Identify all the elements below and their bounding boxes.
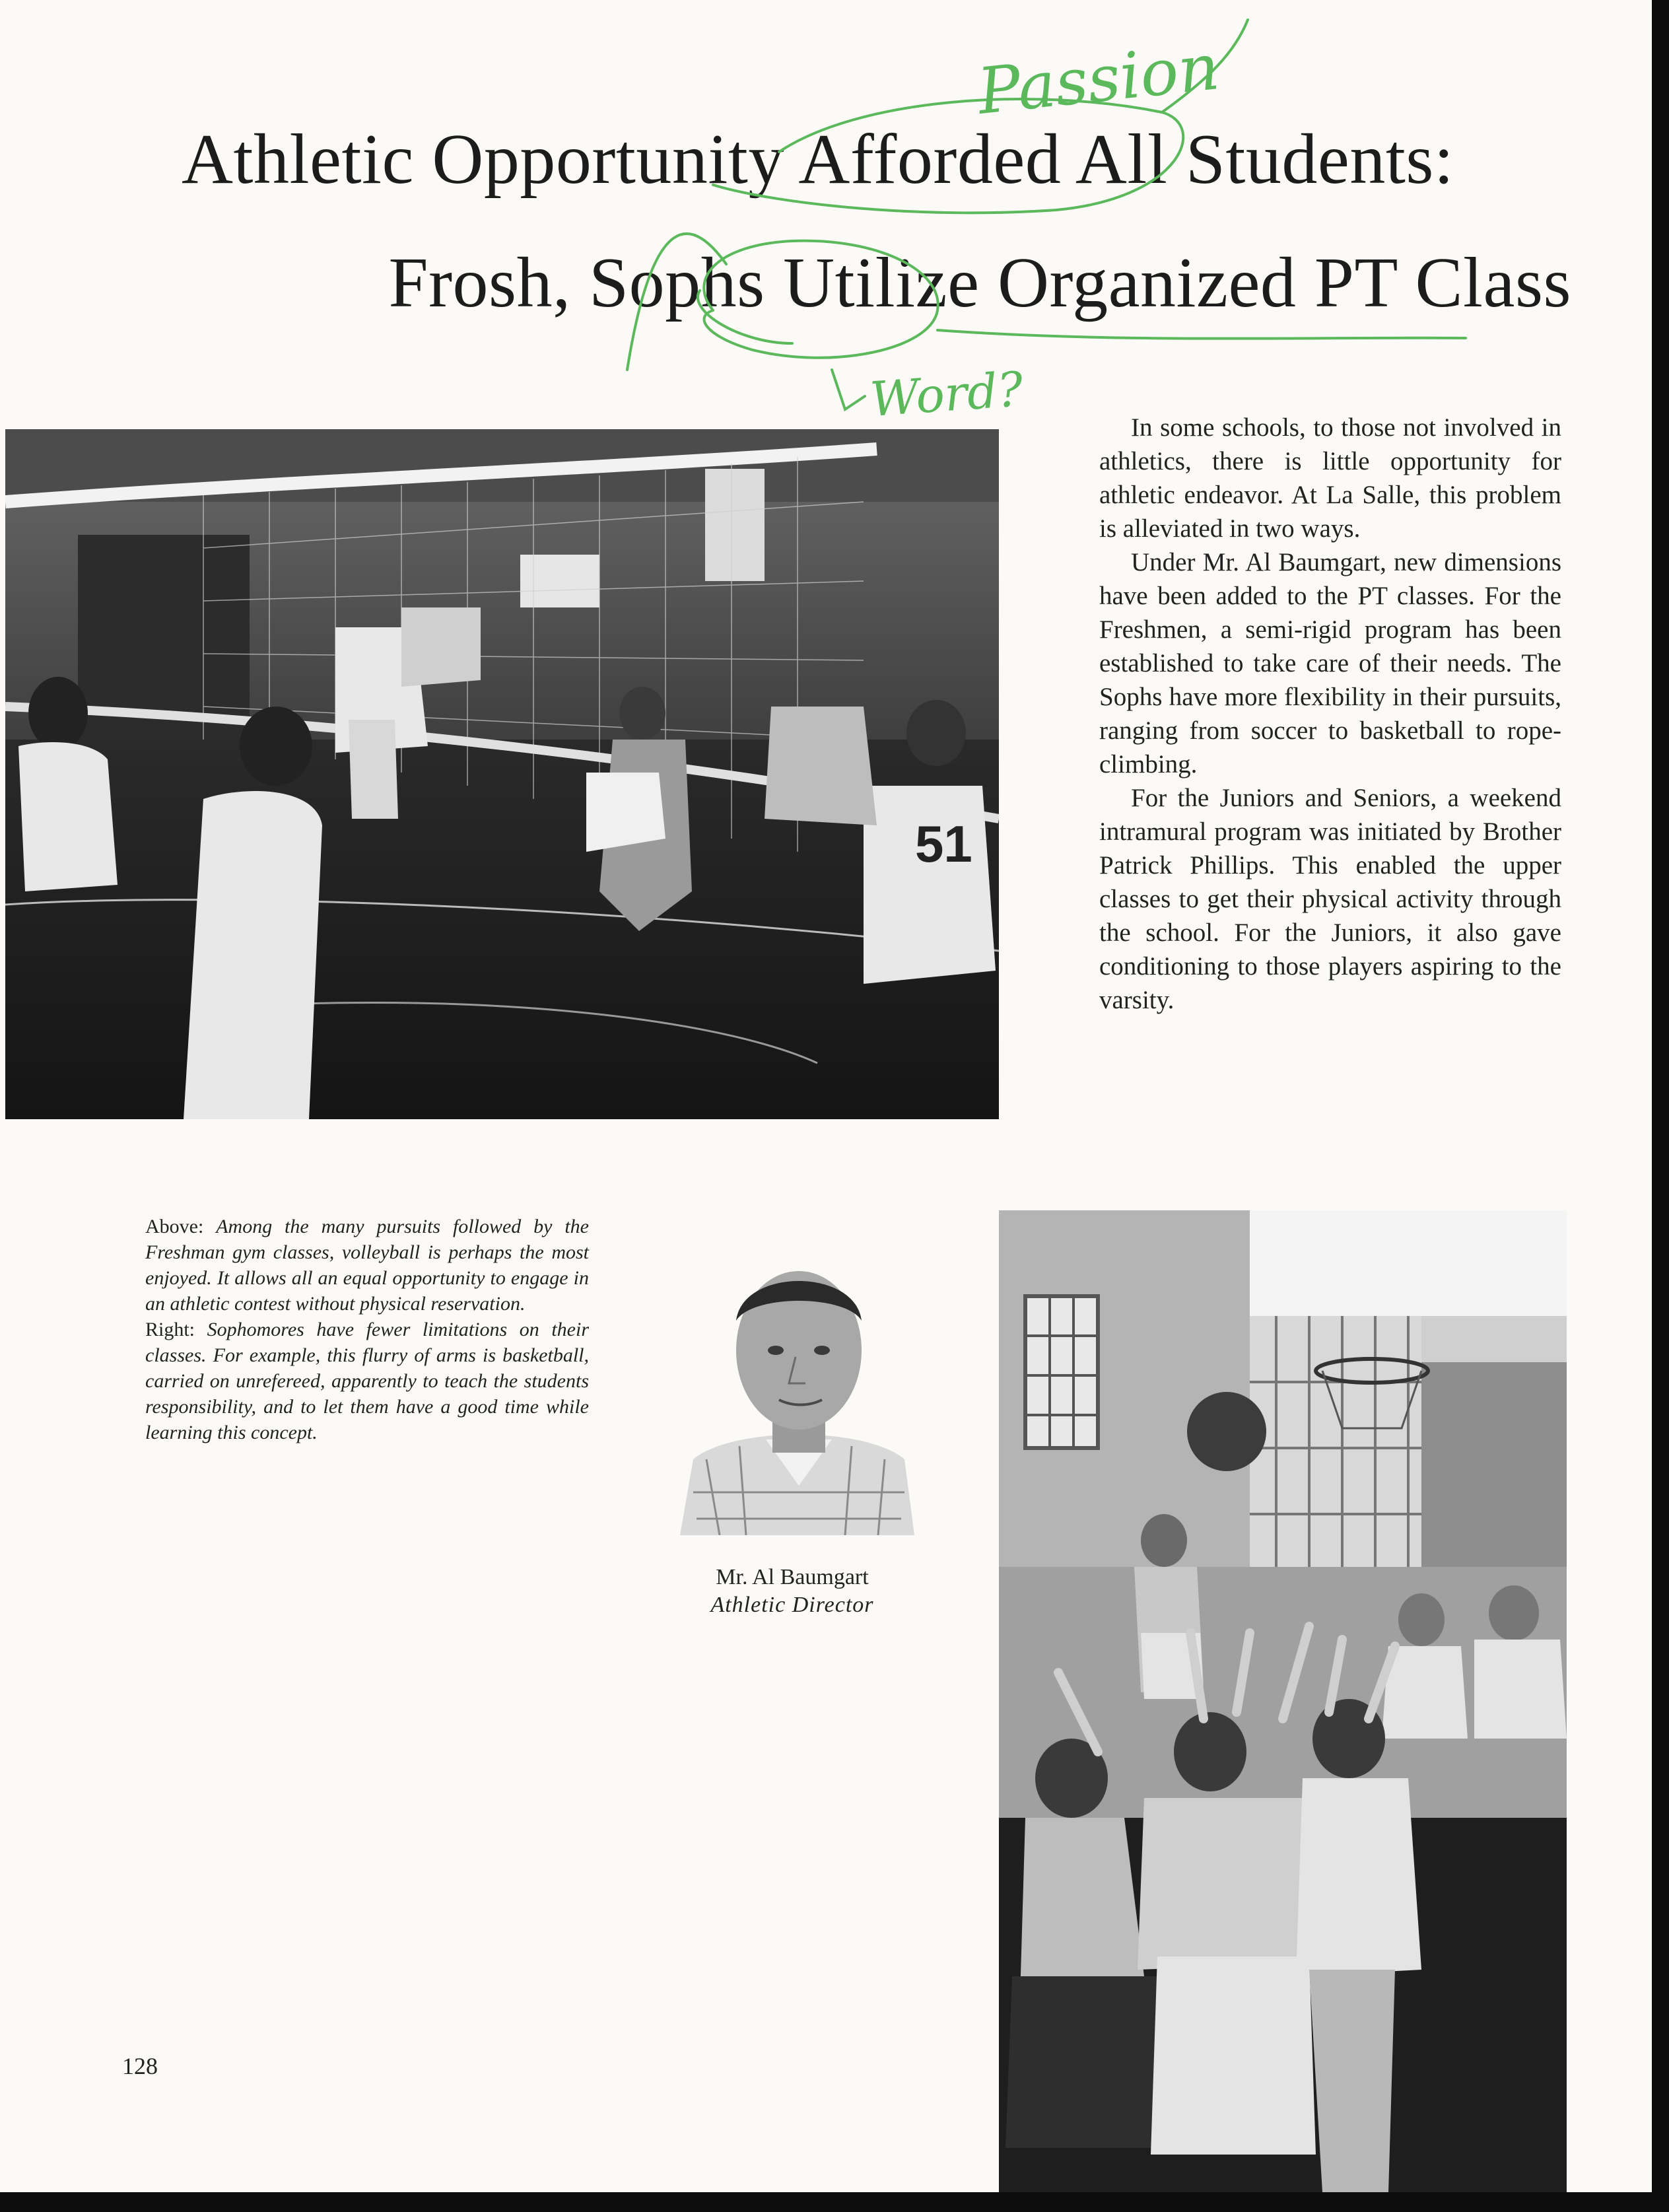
annotation-word-question: Word?: [868, 361, 1025, 427]
basketball-photo: [999, 1210, 1567, 2192]
caption-right: [145, 1317, 589, 1445]
caption-above-text: Among the many pursuits followed by the Freshman gym classes, volleyball is perhaps the most enjoyed. It allows all an equal opportunity to engage in an athletic contest without physical reservation.: [145, 1216, 589, 1315]
jersey-number: 51: [915, 815, 972, 873]
article-body: [1099, 411, 1561, 1017]
paragraph-3: For the Juniors and Seniors, a weekend intramural program was initiated by Brother Patrick Phillips. This enabled the upper classes to get their physical activity through the school. For the Juniors, it also gave conditioning to those players aspiring to the varsity.: [1099, 784, 1561, 1014]
photo-captions: [145, 1214, 589, 1445]
portrait-title: Athletic Director: [710, 1593, 874, 1617]
handwritten-annotation: [0, 0, 1652, 462]
caption-right-text: Sophomores have fewer limitations on their classes. For example, this flurry of arms is basketball, carried on unrefereed, apparently to teach the students responsibility, and to let them have a good time while learning this concept.: [145, 1319, 589, 1443]
portrait-caption: [660, 1564, 924, 1619]
scan-edge-bottom: [0, 2192, 1669, 2212]
caption-above-label: Above:: [145, 1216, 204, 1237]
scan-edge-right: [1652, 0, 1669, 2212]
annotation-word-passion: Passion: [974, 30, 1223, 129]
paragraph-1: In some schools, to those not involved in athletics, there is little opportunity for athletic endeavor. At La Salle, this problem is alleviated in two ways.: [1099, 413, 1561, 543]
headline-line-2: Frosh, Sophs Utilize Organized PT Class: [388, 244, 1571, 322]
caption-right-label: Right:: [145, 1319, 195, 1340]
page-number: 128: [122, 2053, 158, 2079]
paragraph-2: Under Mr. Al Baumgart, new dimensions have been added to the PT classes. For the Freshmen, a semi-rigid program has been established to take care of their needs. The Sophs have more flexibility in their pursuits, ranging from soccer to basketball to rope-climbing.: [1099, 548, 1561, 778]
headline-line-1: Athletic Opportunity Afforded All Students:: [182, 120, 1454, 199]
portrait-photo: [680, 1241, 914, 1535]
caption-above: [145, 1214, 589, 1317]
volleyball-photo: [5, 429, 999, 1119]
portrait-name: Mr. Al Baumgart: [716, 1565, 869, 1589]
